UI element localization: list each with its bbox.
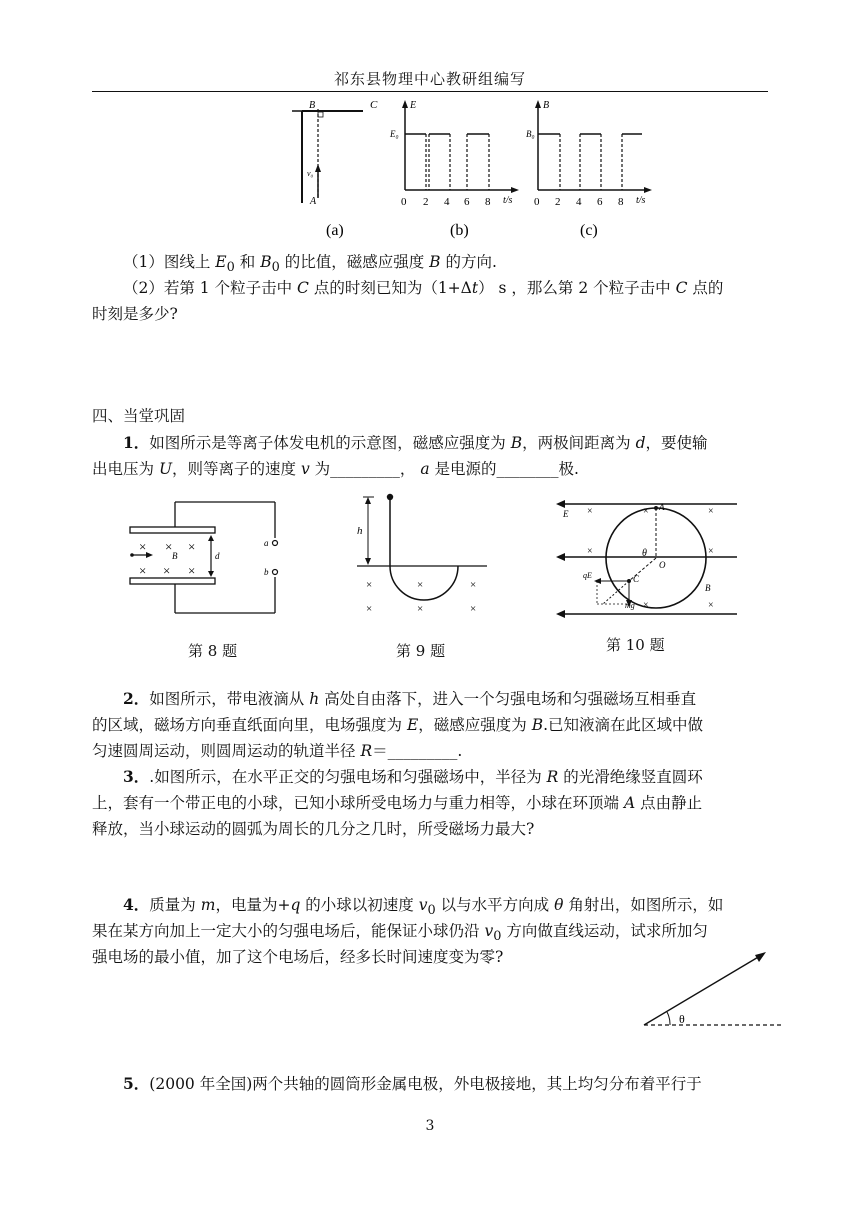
fig8-cross: × <box>139 539 147 554</box>
problem-3-line2: 上，套有一个带正电的小球，已知小球所受电场力与重力相等，小球在环顶端 A 点由静止 <box>92 794 703 812</box>
fig8-label-b: b <box>264 567 269 577</box>
problem-2-line3: 匀速圆周运动，则圆周运动的轨道半径 R＝_________. <box>92 742 463 760</box>
fig10-label-qE: qE <box>583 571 592 580</box>
fig8-cross: × <box>188 563 196 578</box>
fig8-label-d: d <box>215 551 220 561</box>
fig10-cross: × <box>708 546 714 557</box>
fig10-label-E: E <box>563 509 569 519</box>
tick-b-4: 4 <box>444 196 450 208</box>
tick-c-6: 6 <box>597 196 603 208</box>
fig10-label-theta: θ <box>642 548 647 559</box>
tick-b-0: 0 <box>401 196 407 208</box>
angle-theta-label: θ <box>679 1012 685 1026</box>
label-b-E: E <box>410 100 417 111</box>
fig8-cross: × <box>188 539 196 554</box>
tick-c-4: 4 <box>576 196 582 208</box>
tick-c-2: 2 <box>555 196 561 208</box>
problem-4-line3: 强电场的最小值，加了这个电场后，经多长时间速度变为零? <box>92 948 504 966</box>
fig8-cross: × <box>163 563 171 578</box>
fig8-label-B: B <box>172 551 178 561</box>
fig10-label-C: C <box>633 574 640 584</box>
fig10-label-mg: mg <box>625 601 635 610</box>
figure-a <box>292 99 378 207</box>
fig8-label-a: a <box>264 538 269 548</box>
label-c-B0: B₀ <box>526 129 535 139</box>
problem-3-line1: 3．.如图所示，在水平正交的匀强电场和匀强磁场中，半径为 R 的光滑绝缘竖直圆环 <box>123 767 703 786</box>
fig10-label-A: A <box>659 502 665 512</box>
fig10-cross: × <box>708 506 714 517</box>
fig10-cross: × <box>587 506 593 517</box>
figure-c <box>526 100 652 208</box>
fig10-cross: × <box>643 600 649 611</box>
fig10-label-B: B <box>705 583 711 593</box>
caption-b: (b) <box>450 222 469 239</box>
fig9-cross: × <box>417 603 424 615</box>
figure-9 <box>352 488 492 618</box>
label-b-E0: E₀ <box>390 129 399 139</box>
problem-2-line2: 的区域，磁场方向垂直纸面向里，电场强度为 E，磁感应强度为 B.已知液滴在此区域中做 <box>92 716 704 734</box>
fig9-label-h: h <box>357 525 363 537</box>
fig9-cross: × <box>366 603 373 615</box>
label-a-v0: v₀ <box>307 169 314 178</box>
fig9-cross: × <box>417 579 424 591</box>
figure-abc <box>290 98 670 243</box>
problem-3-line3: 释放，当小球运动的圆弧为周长的几分之几时，所受磁场力最大? <box>92 820 535 838</box>
fig10-label-O: O <box>659 560 666 570</box>
fig9-cross: × <box>470 603 477 615</box>
problem-5-line1: 5．(2000 年全国)两个共轴的圆筒形金属电极，外电极接地，其上均匀分布着平行于 <box>123 1074 702 1093</box>
figure-9-caption: 第 9 题 <box>396 642 446 660</box>
tick-b-2: 2 <box>423 196 429 208</box>
label-b-ts: t/s <box>503 195 513 206</box>
problem-1-line1: 1．如图所示是等离子体发电机的示意图，磁感应强度为 B，两极间距离为 d，要使输 <box>123 433 708 452</box>
label-a-B: B <box>309 100 316 111</box>
question-part-1: （1）图线上 $E_0$ 和 $B_0$ 的比值，磁感应强度 B 的方向. <box>123 253 497 276</box>
problem-2-line1: 2．如图所示，带电液滴从 h 高处自由落下，进入一个匀强电场和匀强磁场互相垂直 <box>123 689 697 708</box>
fig10-cross: × <box>708 600 714 611</box>
caption-c: (c) <box>580 222 598 239</box>
problem-4-line2: 果在某方向加上一定大小的匀强电场后，能保证小球仍沿 $v_0$ 方向做直线运动，试求所加匀 <box>92 922 708 945</box>
figure-8-caption: 第 8 题 <box>188 642 238 660</box>
tick-b-8: 8 <box>485 196 491 208</box>
fig10-cross: × <box>587 546 593 557</box>
page-header: 祁东县物理中心教研组编写 <box>333 70 526 88</box>
tick-c-8: 8 <box>618 196 624 208</box>
figure-launch-angle <box>640 948 785 1030</box>
figure-b <box>389 100 519 208</box>
figure-10 <box>553 496 743 626</box>
label-a-C: C <box>370 99 378 111</box>
problem-4-line1: 4．质量为 m，电量为+q 的小球以初速度 $v_0$ 以与水平方向成 θ 角射出，如图所示，如 <box>123 895 724 919</box>
problem-1-line2: 出电压为 U，则等离子的速度 v 为_________， a 是电源的________极. <box>92 460 579 478</box>
tick-b-6: 6 <box>464 196 470 208</box>
fig10-cross: × <box>643 506 649 517</box>
figure-8 <box>125 495 285 625</box>
question-part-2: （2）若第 1 个粒子击中 C 点的时刻已知为（1+Δt） s ，那么第 2 个粒子击中 C 点的 <box>123 279 724 297</box>
fig8-cross: × <box>139 563 147 578</box>
fig9-cross: × <box>366 579 373 591</box>
fig9-cross: × <box>470 579 477 591</box>
fig8-cross: × <box>165 539 173 554</box>
label-a-A: A <box>310 196 317 207</box>
caption-a: (a) <box>326 222 344 239</box>
tick-c-0: 0 <box>534 196 540 208</box>
figure-10-caption: 第 10 题 <box>606 636 665 654</box>
label-c-B: B <box>543 100 550 111</box>
section-title: 四、当堂巩固 <box>92 407 186 425</box>
label-c-ts: t/s <box>636 195 646 206</box>
page-number: 3 <box>425 1118 435 1134</box>
question-part-2-line2: 时刻是多少? <box>92 305 178 323</box>
header-rule <box>92 91 768 92</box>
